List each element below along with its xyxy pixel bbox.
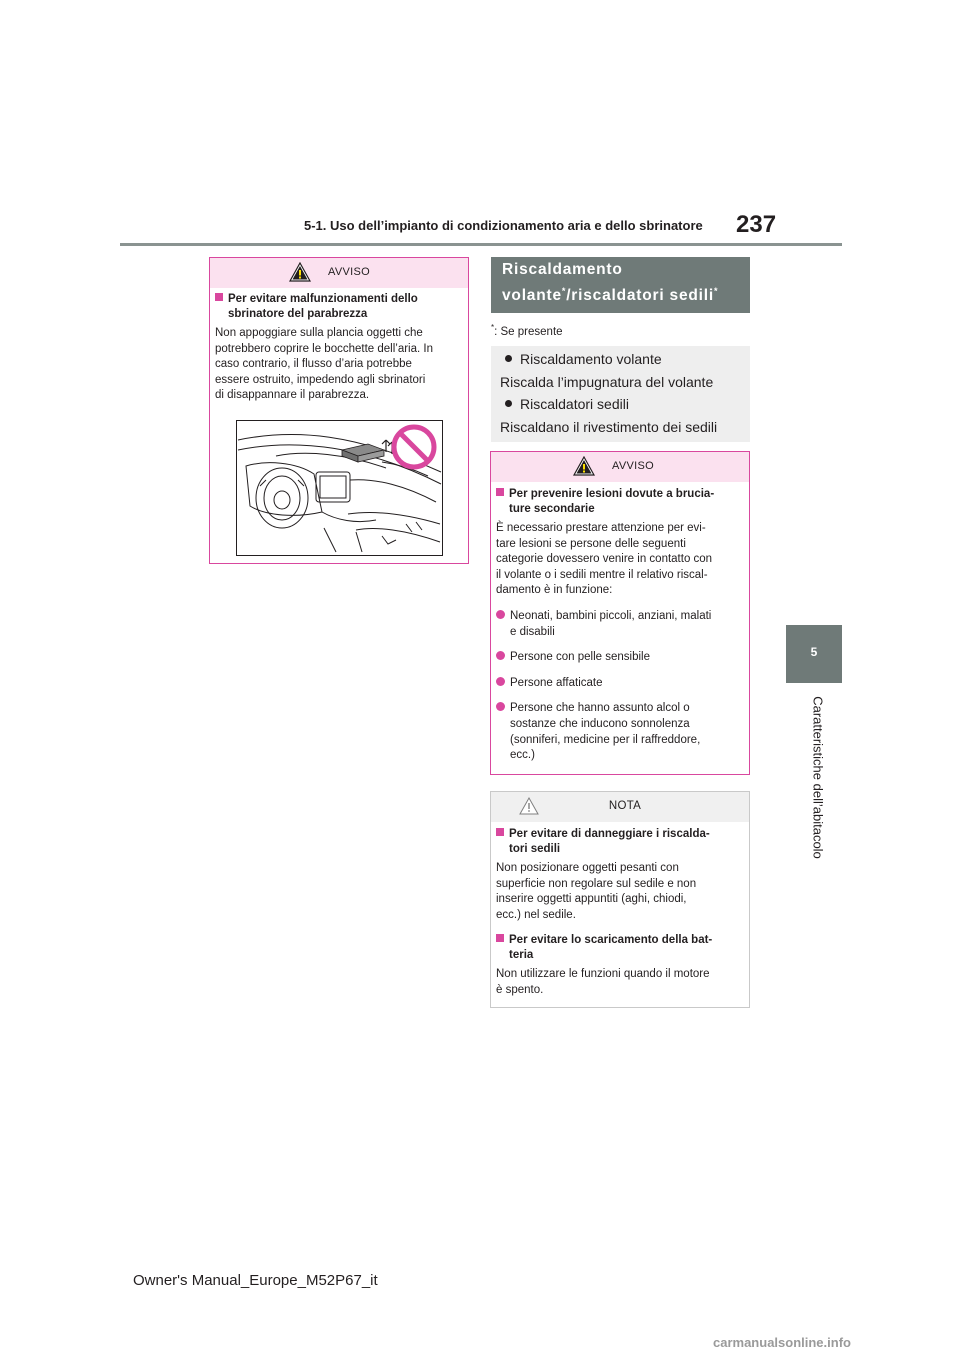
feature-item: Riscaldatori sedili [505,396,629,412]
warning-body: È necessario prestare attenzione per evi- tare lesioni se persone delle seguenti categorie dovessero venire in contatto con il volante o i sedili mentre il relativo riscal- damento è in funzione: [496,522,713,597]
list-item: Persone affaticate [496,676,746,692]
warning-subheading: Per evitare malfunzionamenti dello sbrinatore del parabrezza [215,292,465,322]
header-rule [120,243,842,246]
warning-heading: AVVISO [612,460,654,472]
note-header [491,792,749,822]
running-header-title: 5-1. Uso dell’impianto di condizionamento aria e dello sbrinatore [304,218,703,233]
bullet-dot-icon [505,400,512,407]
bullet-dot-icon [505,355,512,362]
prohibition-icon [394,427,434,467]
square-bullet-icon [496,488,504,496]
dashboard-illustration [236,420,443,556]
note-box [490,791,750,1008]
warning-body: Non appoggiare sulla plancia oggetti che potrebbero coprire le bocchette dell’aria. In caso contrario, il flusso d’aria potrebbe essere ostruito, impedendo agli sbrinatori di disappannare il parabrezza. [215,327,433,402]
feature-item: Riscaldamento volante [505,351,662,367]
warning-header [491,452,749,482]
right-warning-box [490,451,750,775]
warning-heading: AVVISO [328,266,370,278]
note-body: Non posizionare oggetti pesanti con superficie non regolare sul sedile e non inserire oggetti appuntiti (aghi, chiodi, ecc.) nel sedile. [496,862,697,921]
warning-header [210,258,468,288]
square-bullet-icon [496,934,504,942]
section-title-line1: Riscaldamento [502,261,623,278]
note-subheading: Per evitare di danneggiare i riscalda- tori sedili [496,827,746,857]
chapter-number: 5 [810,645,818,659]
square-bullet-icon [215,293,223,301]
bullet-dot-icon [496,651,505,660]
feature-desc: Riscaldano il rivestimento dei sedili [500,419,718,435]
chapter-label: Caratteristiche dell’abitacolo [810,696,826,859]
footer-text: Owner's Manual_Europe_M52P67_it [133,1272,378,1289]
bullet-dot-icon [496,677,505,686]
page-number: 237 [736,211,777,238]
list-item: Persone con pelle sensibile [496,650,746,666]
list-item: Neonati, bambini piccoli, anziani, malati e disabili [496,609,746,640]
feature-desc: Riscalda l’impugnatura del volante [500,374,714,390]
section-title-line2: volante*/riscaldatori sedili* [502,286,719,305]
left-warning-box [209,257,469,564]
bullet-dot-icon [496,702,505,711]
watermark-text: carmanualsonline.info [713,1335,851,1350]
warning-subheading: Per prevenire lesioni dovute a brucia- ture secondarie [496,487,746,517]
bullet-dot-icon [496,610,505,619]
section-header [491,257,750,313]
section-footnote: *: Se presente [491,323,563,338]
note-heading: NOTA [608,800,642,812]
note-subheading: Per evitare lo scaricamento della bat- teria [496,933,746,963]
feature-list-panel [491,346,750,442]
note-body: Non utilizzare le funzioni quando il motore è spento. [496,968,710,996]
list-item: Persone che hanno assunto alcol o sostanze che inducono sonnolenza (sonniferi, medicine per il raffreddore, ecc.) [496,701,746,763]
square-bullet-icon [496,828,504,836]
